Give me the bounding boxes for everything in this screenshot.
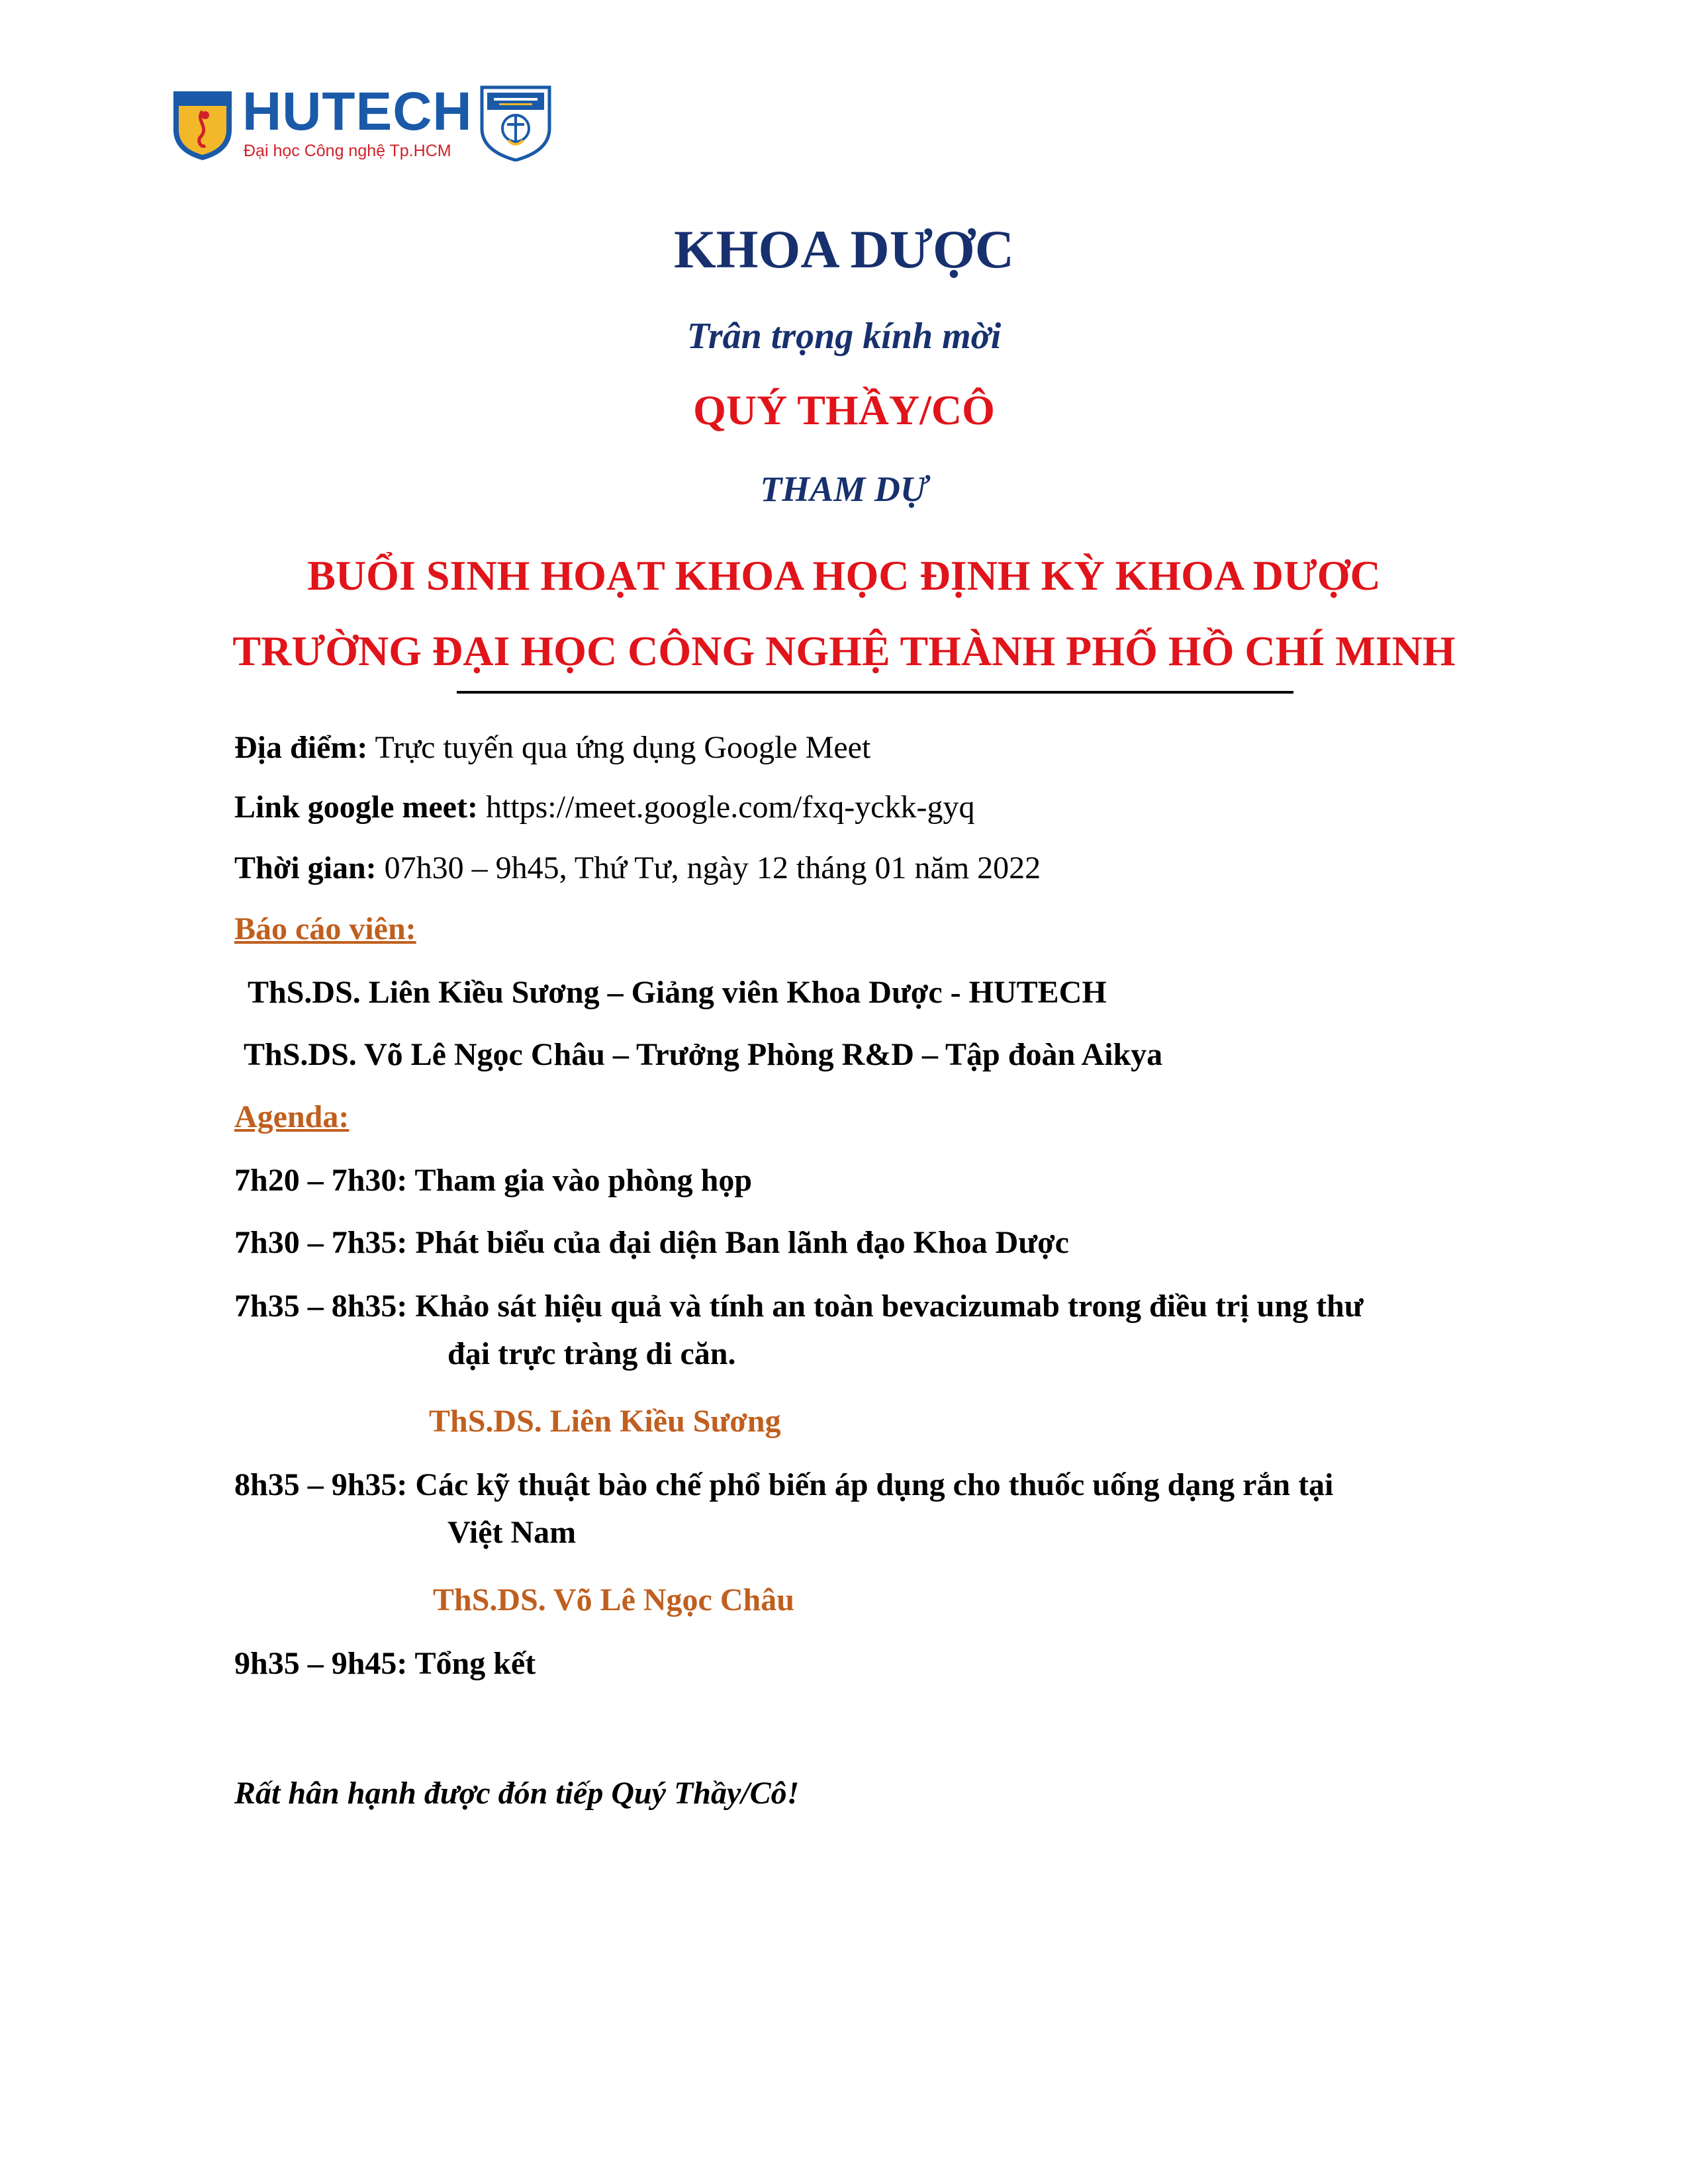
- time-line: [234, 852, 1041, 884]
- guest-text: QUÝ THẦY/CÔ: [693, 387, 995, 433]
- agenda-item-speaker: ThS.DS. Võ Lê Ngọc Châu: [433, 1582, 794, 1617]
- agenda-item-continuation: Việt Nam: [447, 1515, 577, 1550]
- meet-link-line: [234, 792, 974, 823]
- speaker-item: ThS.DS. Võ Lê Ngọc Châu – Trưởng Phòng R&D – Tập đoàn Aikya: [244, 1037, 1163, 1072]
- agenda-item: 8h35 – 9h35: Các kỹ thuật bào chế phổ biến áp dụng cho thuốc uống dạng rắn tại: [234, 1467, 1334, 1502]
- speakers-heading: Báo cáo viên:: [234, 911, 416, 946]
- agenda-item: 7h35 – 8h35: Khảo sát hiệu quả và tính an toàn bevacizumab trong điều trị ung thư: [234, 1289, 1364, 1324]
- faculty-title: KHOA DƯỢC: [673, 219, 1015, 279]
- event-title-line2: TRƯỜNG ĐẠI HỌC CÔNG NGHỆ THÀNH PHỐ HỒ CHÍ MINH: [232, 627, 1456, 674]
- attend-text: THAM DỰ: [760, 469, 928, 509]
- logo-wordmark: HUTECH: [242, 81, 473, 142]
- faculty-badge-icon: [479, 85, 552, 161]
- agenda-item: 7h20 – 7h30: Tham gia vào phòng họp: [234, 1163, 753, 1198]
- logo-tagline: Đại học Công nghệ Tp.HCM: [244, 142, 451, 160]
- agenda-item-continuation: đại trực tràng di căn.: [447, 1336, 736, 1371]
- title-divider: [457, 691, 1293, 694]
- event-title-line1: BUỔI SINH HOẠT KHOA HỌC ĐỊNH KỲ KHOA DƯỢC: [307, 552, 1381, 599]
- agenda-item-speaker: ThS.DS. Liên Kiều Sương: [429, 1404, 781, 1439]
- time-label: Thời gian:: [234, 850, 377, 886]
- agenda-item: 7h30 – 7h35: Phát biểu của đại diện Ban lãnh đạo Khoa Dược: [234, 1225, 1069, 1260]
- invitation-text: Trân trọng kính mời: [686, 316, 1002, 357]
- speaker-item: ThS.DS. Liên Kiều Sương – Giảng viên Khoa Dược - HUTECH: [248, 975, 1107, 1010]
- hutech-logo: [171, 81, 561, 165]
- meet-link-label: Link google meet:: [234, 790, 478, 825]
- closing-text: Rất hân hạnh được đón tiếp Quý Thầy/Cô!: [234, 1776, 800, 1811]
- location-label: Địa điểm:: [234, 730, 368, 765]
- location-line: [234, 732, 870, 764]
- meet-link-value[interactable]: https://meet.google.com/fxq-yckk-gyq: [477, 790, 975, 825]
- location-value: Trực tuyến qua ứng dụng Google Meet: [367, 730, 871, 765]
- time-value: 07h30 – 9h45, Thứ Tư, ngày 12 tháng 01 năm 2022: [376, 850, 1041, 886]
- agenda-heading: Agenda:: [234, 1099, 350, 1134]
- shield-label-icon: [180, 93, 226, 105]
- agenda-item: 9h35 – 9h45: Tổng kết: [234, 1646, 536, 1681]
